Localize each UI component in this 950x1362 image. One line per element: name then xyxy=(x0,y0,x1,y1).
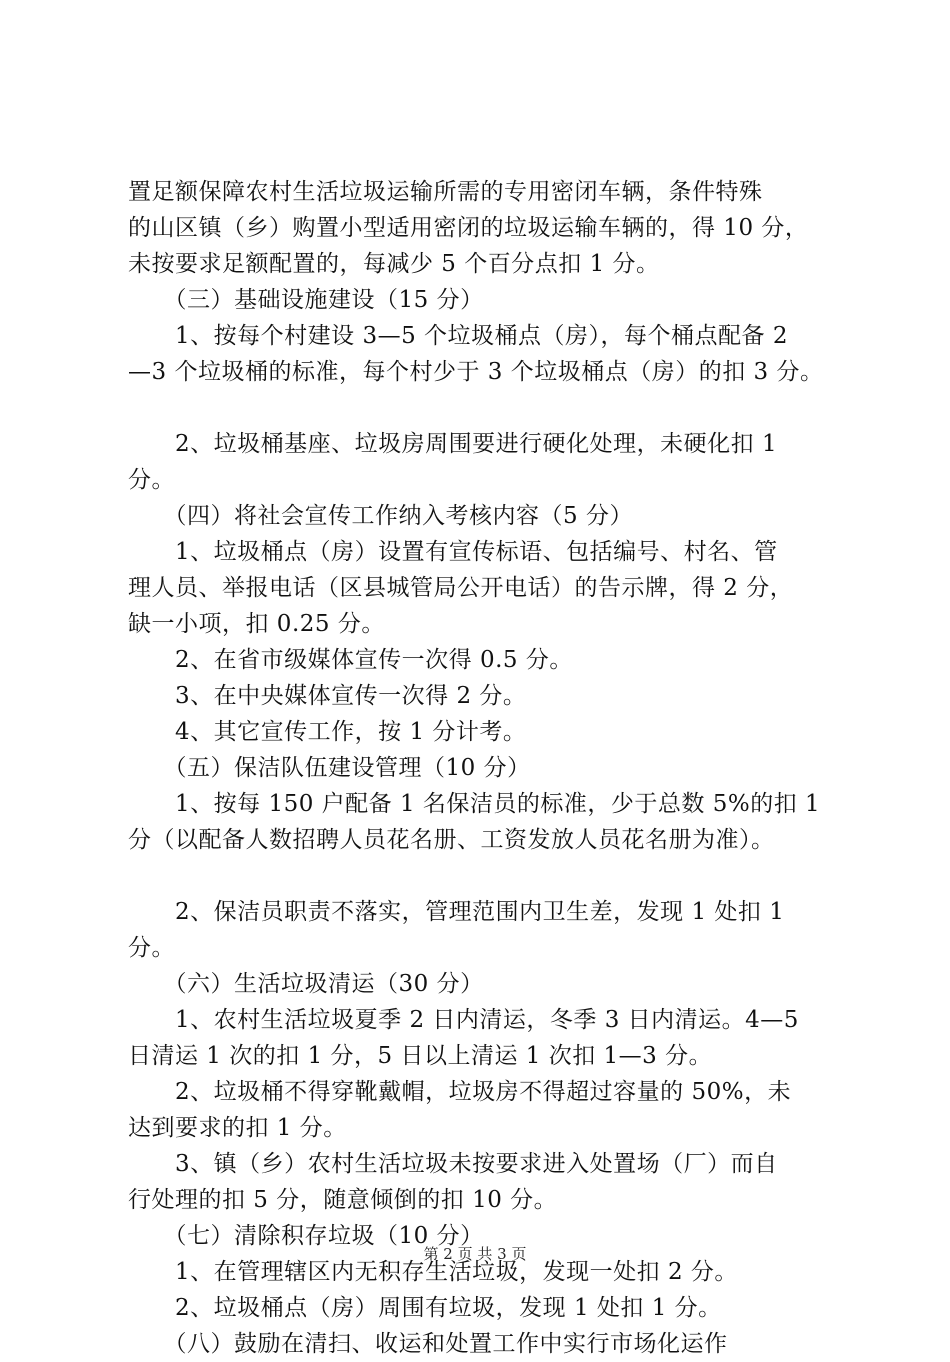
text-line: 1、按每个村建设 3—5 个垃圾桶点（房），每个桶点配备 2 xyxy=(128,323,788,349)
section-heading: （三）基础设施建设（15 分） xyxy=(128,287,484,313)
text-line: 分（以配备人数招聘人员花名册、工资发放人员花名册为准）。 xyxy=(128,827,775,853)
text-line: 1、垃圾桶点（房）设置有宣传标语、包括编号、村名、管 xyxy=(128,539,778,565)
page-number-footer: 第 2 页 共 3 页 xyxy=(423,1245,527,1263)
text-line: 分。 xyxy=(128,935,175,961)
text-line: 达到要求的扣 1 分。 xyxy=(128,1115,347,1141)
text-line: 3、在中央媒体宣传一次得 2 分。 xyxy=(128,683,527,709)
text-line: 1、按每 150 户配备 1 名保洁员的标准，少于总数 5%的扣 1 xyxy=(128,791,821,817)
section-heading: （四）将社会宣传工作纳入考核内容（5 分） xyxy=(128,503,633,529)
text-line: 1、农村生活垃圾夏季 2 日内清运，冬季 3 日内清运。4—5 xyxy=(128,1007,799,1033)
text-line: 2、垃圾桶点（房）周围有垃圾，发现 1 处扣 1 分。 xyxy=(128,1295,722,1321)
text-line: 行处理的扣 5 分，随意倾倒的扣 10 分。 xyxy=(128,1187,558,1213)
text-line: 的山区镇（乡）购置小型适用密闭的垃圾运输车辆的，得 10 分， xyxy=(128,215,809,241)
text-line: 4、其它宣传工作，按 1 分计考。 xyxy=(128,719,527,745)
section-heading: （六）生活垃圾清运（30 分） xyxy=(128,971,484,997)
section-heading: （八）鼓励在清扫、收运和处置工作中实行市场化运作 xyxy=(128,1331,728,1357)
text-line: 2、在省市级媒体宣传一次得 0.5 分。 xyxy=(128,647,573,673)
section-heading: （五）保洁队伍建设管理（10 分） xyxy=(128,755,531,781)
text-line: 1、在管理辖区内无积存生活垃圾，发现一处扣 2 分。 xyxy=(128,1259,738,1285)
text-line: 日清运 1 次的扣 1 分，5 日以上清运 1 次扣 1—3 分。 xyxy=(128,1043,713,1069)
text-line: 2、保洁员职责不落实，管理范围内卫生差，发现 1 处扣 1 xyxy=(128,899,785,925)
text-line: 2、垃圾桶不得穿靴戴帽，垃圾房不得超过容量的 50%，未 xyxy=(128,1079,792,1105)
blank-line xyxy=(128,858,840,894)
text-line: 缺一小项，扣 0.25 分。 xyxy=(128,611,385,637)
document-body xyxy=(128,174,840,1362)
blank-line xyxy=(128,390,840,426)
text-line: 2、垃圾桶基座、垃圾房周围要进行硬化处理，未硬化扣 1 xyxy=(128,431,778,457)
text-line: 置足额保障农村生活垃圾运输所需的专用密闭车辆，条件特殊 xyxy=(128,179,763,205)
text-line: 理人员、举报电话（区县城管局公开电话）的告示牌，得 2 分， xyxy=(128,575,794,601)
text-line: 3、镇（乡）农村生活垃圾未按要求进入处置场（厂）而自 xyxy=(128,1151,778,1177)
text-line: 分。 xyxy=(128,467,175,493)
section-heading: （七）清除积存垃圾（10 分） xyxy=(128,1223,484,1249)
text-line: 未按要求足额配置的，每减少 5 个百分点扣 1 分。 xyxy=(128,251,660,277)
text-line: —3 个垃圾桶的标准，每个村少于 3 个垃圾桶点（房）的扣 3 分。 xyxy=(128,359,824,385)
